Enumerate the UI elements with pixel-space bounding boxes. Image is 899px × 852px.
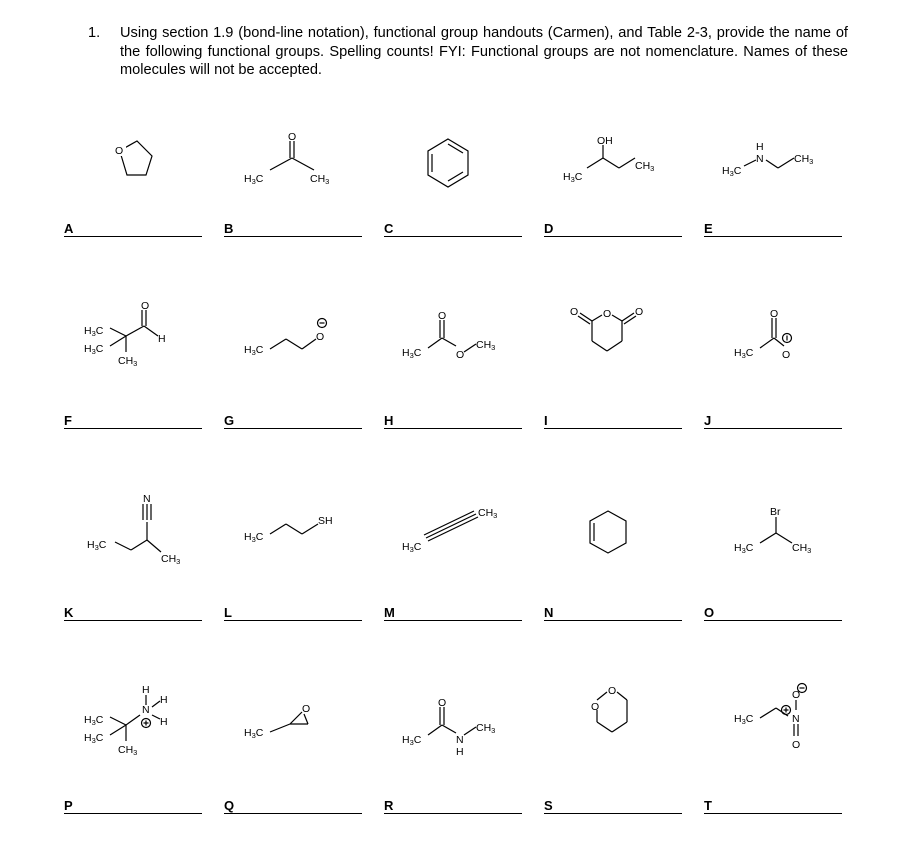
answer-line-c[interactable]: [384, 222, 522, 237]
atom-h: H: [158, 333, 166, 345]
group-h3c: H3C: [402, 347, 422, 360]
atom-o: O: [792, 689, 801, 701]
item-letter: N: [544, 605, 554, 620]
group-h3c: H3C: [87, 539, 107, 552]
atom-n: N: [756, 153, 764, 165]
answer-line-g[interactable]: [224, 414, 362, 429]
group-h3c: H3C: [722, 165, 742, 178]
item-letter: T: [704, 798, 712, 813]
molecule-g: [240, 305, 350, 375]
molecule-k: [85, 490, 195, 575]
item-letter: I: [544, 413, 548, 428]
item-letter: D: [544, 221, 554, 236]
item-letter: P: [64, 798, 73, 813]
group-ch3: CH3: [476, 722, 496, 735]
atom-o: O: [782, 349, 791, 361]
item-letter: F: [64, 413, 72, 428]
molecule-t: [730, 680, 840, 780]
atom-o: O: [141, 300, 150, 312]
item-letter: A: [64, 221, 74, 236]
item-letter: G: [224, 413, 235, 428]
group-h3c: H3C: [734, 347, 754, 360]
molecule-j: [730, 300, 840, 375]
group-h3c: H3C: [734, 713, 754, 726]
answer-line-s[interactable]: [544, 799, 682, 814]
group-h3c: H3C: [84, 732, 104, 745]
answer-line-a[interactable]: [64, 222, 202, 237]
answer-line-n[interactable]: [544, 606, 682, 621]
atom-n: N: [456, 734, 464, 746]
molecule-d: [555, 130, 665, 200]
atom-n: N: [143, 493, 151, 505]
group-ch3: CH3: [635, 160, 655, 173]
question-text: Using section 1.9 (bond-line notation), functional group handouts (Carmen), and Table 2-3, provide the name of the following functional groups. Spelling counts! FYI: Functional groups are not nomenclature. Names of these molecules will not be accepted.: [120, 25, 848, 78]
group-h3c: H3C: [84, 343, 104, 356]
atom-h: H: [160, 694, 168, 706]
atom-h: H: [456, 746, 464, 758]
molecule-h: [398, 300, 508, 370]
answer-line-e[interactable]: [704, 222, 842, 237]
question-number: 1.: [88, 25, 101, 41]
group-h3c: H3C: [244, 727, 264, 740]
group-h3c: H3C: [84, 325, 104, 338]
molecule-s: [575, 680, 645, 750]
answer-line-m[interactable]: [384, 606, 522, 621]
answer-line-l[interactable]: [224, 606, 362, 621]
atom-o: O: [591, 701, 600, 713]
group-h3c: H3C: [402, 541, 422, 554]
answer-line-f[interactable]: [64, 414, 202, 429]
atom-o: O: [792, 739, 801, 751]
item-letter: L: [224, 605, 232, 620]
atom-br: Br: [770, 506, 781, 518]
item-letter: K: [64, 605, 74, 620]
atom-o: O: [302, 703, 311, 715]
molecule-m: [398, 500, 508, 570]
answer-line-b[interactable]: [224, 222, 362, 237]
answer-line-d[interactable]: [544, 222, 682, 237]
molecule-n: [578, 503, 638, 563]
molecule-o: [730, 495, 840, 565]
atom-o: O: [288, 131, 297, 143]
group-ch3: CH3: [794, 153, 814, 166]
atom-o: O: [438, 697, 447, 709]
molecule-f: [80, 290, 190, 380]
atom-o: O: [115, 145, 124, 157]
group-ch3: CH3: [792, 542, 812, 555]
molecule-a: [100, 130, 180, 200]
item-letter: O: [704, 605, 715, 620]
atom-o: O: [603, 308, 612, 320]
atom-o: O: [316, 331, 325, 343]
answer-line-h[interactable]: [384, 414, 522, 429]
atom-h: H: [756, 141, 764, 153]
item-letter: J: [704, 413, 712, 428]
item-letter: M: [384, 605, 395, 620]
atom-h: H: [160, 716, 168, 728]
group-ch3: CH3: [478, 507, 498, 520]
atom-n: N: [792, 713, 800, 725]
group-ch3: CH3: [118, 744, 138, 757]
item-letter: E: [704, 221, 713, 236]
question-block: [88, 24, 848, 80]
atom-n: N: [142, 704, 150, 716]
atom-o: O: [635, 306, 644, 318]
answer-line-q[interactable]: [224, 799, 362, 814]
answer-line-j[interactable]: [704, 414, 842, 429]
answer-line-o[interactable]: [704, 606, 842, 621]
item-letter: Q: [224, 798, 235, 813]
group-ch3: CH3: [118, 355, 138, 368]
item-letter: H: [384, 413, 394, 428]
group-ch3: CH3: [476, 339, 496, 352]
atom-o: O: [570, 306, 579, 318]
item-letter: S: [544, 798, 553, 813]
group-h3c: H3C: [84, 714, 104, 727]
atom-oh: OH: [597, 135, 613, 147]
molecule-p: [80, 675, 190, 765]
group-h3c: H3C: [734, 542, 754, 555]
answer-line-t[interactable]: [704, 799, 842, 814]
answer-line-i[interactable]: [544, 414, 682, 429]
molecule-e: [718, 130, 828, 200]
answer-line-r[interactable]: [384, 799, 522, 814]
molecule-b: [240, 130, 350, 200]
atom-sh: SH: [318, 515, 333, 527]
answer-line-p[interactable]: [64, 799, 202, 814]
group-h3c: H3C: [244, 344, 264, 357]
group-h3c: H3C: [244, 531, 264, 544]
group-ch3: CH3: [310, 173, 330, 186]
molecule-c: [418, 133, 478, 193]
atom-o: O: [438, 310, 447, 322]
molecule-q: [240, 690, 350, 760]
atom-o: O: [770, 308, 779, 320]
atom-o: O: [608, 685, 617, 697]
item-letter: B: [224, 221, 234, 236]
group-h3c: H3C: [402, 734, 422, 747]
group-ch3: CH3: [161, 553, 181, 566]
answer-line-k[interactable]: [64, 606, 202, 621]
atom-o: O: [456, 349, 465, 361]
molecule-i: [560, 295, 670, 375]
molecule-r: [398, 685, 508, 765]
item-letter: C: [384, 221, 394, 236]
molecule-l: [240, 500, 350, 570]
group-h3c: H3C: [563, 171, 583, 184]
group-h3c: H3C: [244, 173, 264, 186]
item-letter: R: [384, 798, 394, 813]
atom-h: H: [142, 684, 150, 696]
